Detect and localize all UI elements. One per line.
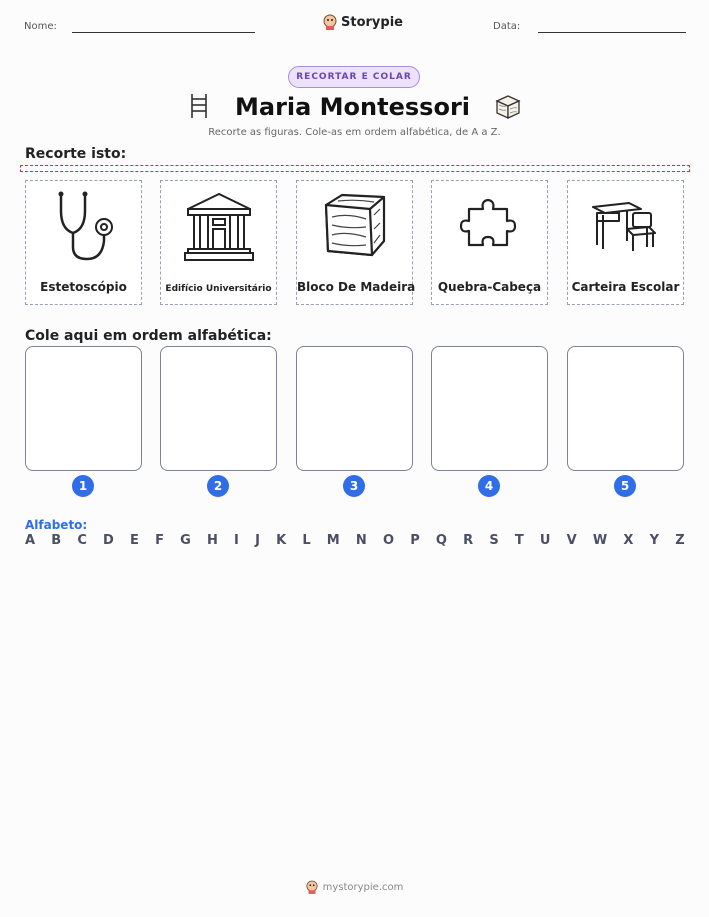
alphabet-letter: M [326, 533, 340, 548]
cut-card-stethoscope[interactable] [25, 180, 142, 305]
ladder-icon [187, 93, 211, 119]
storypie-mascot-icon [323, 14, 337, 30]
paste-box-2[interactable] [160, 346, 277, 471]
cut-card-wooden-block[interactable] [296, 180, 416, 305]
alphabet-letter: B [51, 533, 62, 548]
alphabet-row [25, 533, 685, 548]
storypie-mascot-icon [306, 880, 318, 894]
alphabet-letter: X [623, 533, 634, 548]
cut-heading: Recorte isto: [25, 146, 127, 162]
alphabet-letter: C [77, 533, 87, 548]
number-badge-3: 3 [343, 475, 365, 497]
date-label: Data: [493, 21, 521, 32]
footer [0, 880, 709, 894]
instructions: Recorte as figuras. Cole-as em ordem alfabética, de A a Z. [208, 127, 501, 138]
wooden-block-icon [318, 189, 393, 264]
wooden-cube-icon [494, 93, 522, 119]
alphabet-letter: E [130, 533, 139, 548]
stethoscope-icon [47, 189, 122, 264]
card-label: Carteira Escolar [571, 280, 680, 294]
alphabet-label: Alfabeto: [25, 518, 88, 532]
alphabet-letter: D [103, 533, 114, 548]
alphabet-letter: Y [649, 533, 660, 548]
card-label: Quebra-Cabeça [437, 280, 542, 294]
paste-box-5[interactable] [567, 346, 684, 471]
cut-card-university-building[interactable] [160, 180, 277, 305]
cut-card-puzzle[interactable] [431, 180, 548, 305]
alphabet-letter: G [180, 533, 191, 548]
number-badge-1: 1 [72, 475, 94, 497]
paste-box-4[interactable] [431, 346, 548, 471]
paste-box-1[interactable] [25, 346, 142, 471]
alphabet-letter: V [566, 533, 577, 548]
activity-badge: RECORTAR E COLAR [288, 66, 420, 88]
card-label: Bloco De Madeira [297, 280, 416, 294]
alphabet-letter: I [234, 533, 239, 548]
alphabet-letter: W [592, 533, 608, 548]
alphabet-letter: S [489, 533, 499, 548]
alphabet-letter: J [255, 533, 260, 548]
alphabet-letter: T [514, 533, 524, 548]
alphabet-letter: U [539, 533, 551, 548]
paste-heading: Cole aqui em ordem alfabética: [25, 328, 272, 344]
alphabet-letter: R [463, 533, 474, 548]
paste-box-3[interactable] [296, 346, 413, 471]
card-label: Edifício Universitário [165, 284, 272, 294]
alphabet-letter: Q [435, 533, 447, 548]
alphabet-letter: P [410, 533, 420, 548]
alphabet-letter: F [155, 533, 164, 548]
puzzle-piece-icon [453, 189, 528, 264]
alphabet-letter: H [206, 533, 218, 548]
number-badge-5: 5 [614, 475, 636, 497]
alphabet-letter: O [382, 533, 395, 548]
alphabet-letter: Z [675, 533, 685, 548]
school-desk-icon [589, 189, 664, 264]
university-building-icon [182, 189, 257, 264]
number-badge-4: 4 [478, 475, 500, 497]
name-label: Nome: [24, 21, 57, 32]
alphabet-letter: K [276, 533, 287, 548]
date-line [538, 32, 686, 33]
cut-card-school-desk[interactable] [567, 180, 684, 305]
cut-line [20, 165, 690, 172]
alphabet-letter: A [25, 533, 36, 548]
brand-name: Storypie [341, 14, 403, 30]
number-badge-2: 2 [207, 475, 229, 497]
page-title-row [0, 92, 709, 122]
page-title: Maria Montessori [234, 93, 471, 121]
card-label: Estetoscópio [40, 280, 127, 294]
footer-link[interactable]: mystorypie.com [322, 881, 404, 893]
brand-logo [323, 14, 403, 30]
alphabet-letter: N [355, 533, 367, 548]
name-line [72, 32, 255, 33]
alphabet-letter: L [302, 533, 311, 548]
